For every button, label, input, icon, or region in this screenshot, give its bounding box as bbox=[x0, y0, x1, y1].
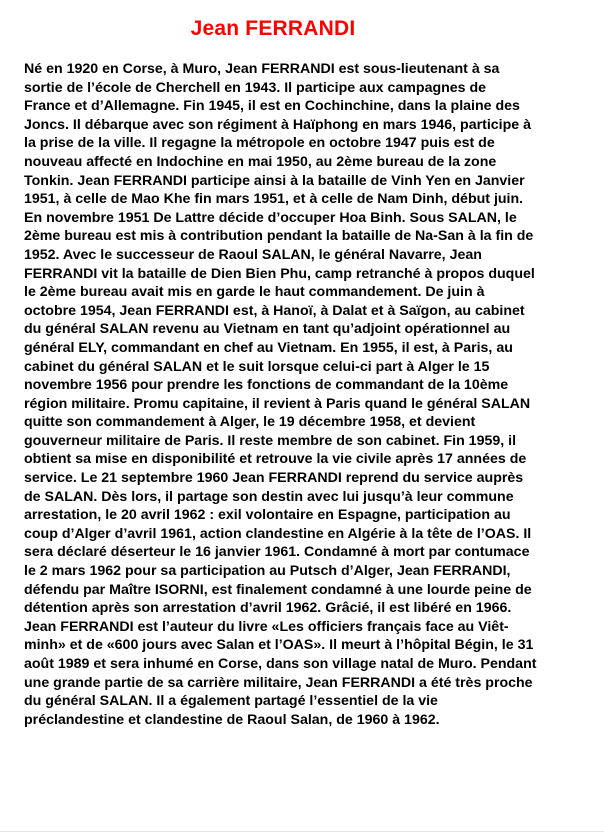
page-bottom-edge bbox=[0, 831, 604, 832]
text-line: août 1989 et sera inhumé en Corse, dans son village natal de Muro. Pendant bbox=[24, 656, 537, 672]
text-line: cabinet du général SALAN et le suit lorsque celui-ci part à Alger le 15 bbox=[24, 358, 490, 375]
text-line: nouveau affecté en Indochine en mai 1950, au 2ème bureau de la zone bbox=[24, 153, 497, 170]
text-line: arrestation, le 20 avril 1962 : exil volontaire en Espagne, participation au bbox=[24, 507, 511, 524]
text-line: de SALAN. Dès lors, il partage son destin avec lui jusqu’à leur commune bbox=[24, 488, 514, 505]
text-line: 2ème bureau est mis à contribution pendant la bataille de Na-San à la fin de bbox=[24, 228, 534, 245]
text-line: minh» et de «600 jours avec Salan et l’OAS». Il meurt à l’hôpital Bégin, le 31 bbox=[24, 637, 534, 654]
text-line: service. Le 21 septembre 1960 Jean FERRANDI reprend du service auprès bbox=[24, 470, 524, 487]
text-line: Né en 1920 en Corse, à Muro, Jean FERRANDI est sous-lieutenant à sa bbox=[24, 61, 500, 77]
text-line: octobre 1954, Jean FERRANDI est, à Hanoï, à Dalat et à Saïgon, au cabinet bbox=[24, 302, 525, 319]
text-line: obtient sa mise en disponibilité et retrouve la vie civile après 17 années de bbox=[24, 451, 527, 468]
text-line: coup d’Alger d’avril 1961, action clandestine en Algérie à la tête de l’OAS. Il bbox=[24, 525, 532, 542]
text-line: une grande partie de sa carrière militaire, Jean FERRANDI a été très proche bbox=[24, 674, 533, 691]
page-title: Jean FERRANDI bbox=[190, 17, 356, 40]
text-line: Tonkin. Jean FERRANDI participe ainsi à la bataille de Vinh Yen en Janvier bbox=[24, 172, 525, 189]
text-line: défendu par Maître ISORNI, est finalement condamné à une lourde peine de bbox=[24, 581, 532, 598]
text-line: novembre 1956 pour prendre les fonctions de commandant de la 10ème bbox=[24, 377, 509, 394]
text-line: détention après son arrestation d’avril 1962. Grâcié, il est libéré en 1966. bbox=[24, 600, 512, 617]
text-line: France et d’Allemagne. Fin 1945, il est en Cochinchine, dans la plaine des bbox=[24, 98, 520, 115]
text-line: le 2 mars 1962 pour sa participation au Putsch d’Alger, Jean FERRANDI, bbox=[24, 563, 511, 580]
text-line: Joncs. Il débarque avec son régiment à Haïphong en mars 1946, participe à bbox=[24, 116, 531, 133]
text-line: sortie de l’école de Cherchell en 1943. Il participe aux campagnes de bbox=[24, 79, 487, 96]
text-line: la prise de la ville. Il regagne la métropole en octobre 1947 puis est de bbox=[24, 135, 495, 152]
text-line: Jean FERRANDI est l’auteur du livre «Les officiers français face au Viêt- bbox=[24, 618, 509, 635]
text-line: 1951, à celle de Mao Khe fin mars 1951, et à celle de Nam Dinh, début juin. bbox=[24, 191, 524, 208]
text-line: préclandestine et clandestine de Raoul Salan, de 1960 à 1962. bbox=[24, 711, 440, 728]
text-line: En novembre 1951 De Lattre décide d’occuper Hoa Binh. Sous SALAN, le bbox=[24, 209, 517, 226]
text-line: 1952. Avec le successeur de Raoul SALAN, le général Navarre, Jean bbox=[24, 246, 482, 263]
text-line: général ELY, commandant en chef au Vietnam. En 1955, il est, à Paris, au bbox=[24, 339, 513, 356]
text-line: du général SALAN revenu au Vietnam en tant qu’adjoint opérationnel au bbox=[24, 321, 511, 338]
text-line: FERRANDI vit la bataille de Dien Bien Phu, camp retranché à propos duquel bbox=[24, 265, 535, 282]
text-line: sera déclaré déserteur le 16 janvier 1961. Condamné à mort par contumace bbox=[24, 544, 530, 561]
text-line: région militaire. Promu capitaine, il revient à Paris quand le général SALAN bbox=[24, 395, 531, 412]
text-line: du général SALAN. Il a également partagé l’essentiel de la vie bbox=[24, 693, 438, 710]
biography-text bbox=[24, 60, 584, 729]
text-line: quitte son commandement à Alger, le 19 décembre 1958, et devient bbox=[24, 414, 476, 431]
text-line: le 2ème bureau avait mis en garde le haut commandement. De juin à bbox=[24, 284, 485, 301]
text-line: gouverneur militaire de Paris. Il reste membre de son cabinet. Fin 1959, il bbox=[24, 432, 517, 449]
